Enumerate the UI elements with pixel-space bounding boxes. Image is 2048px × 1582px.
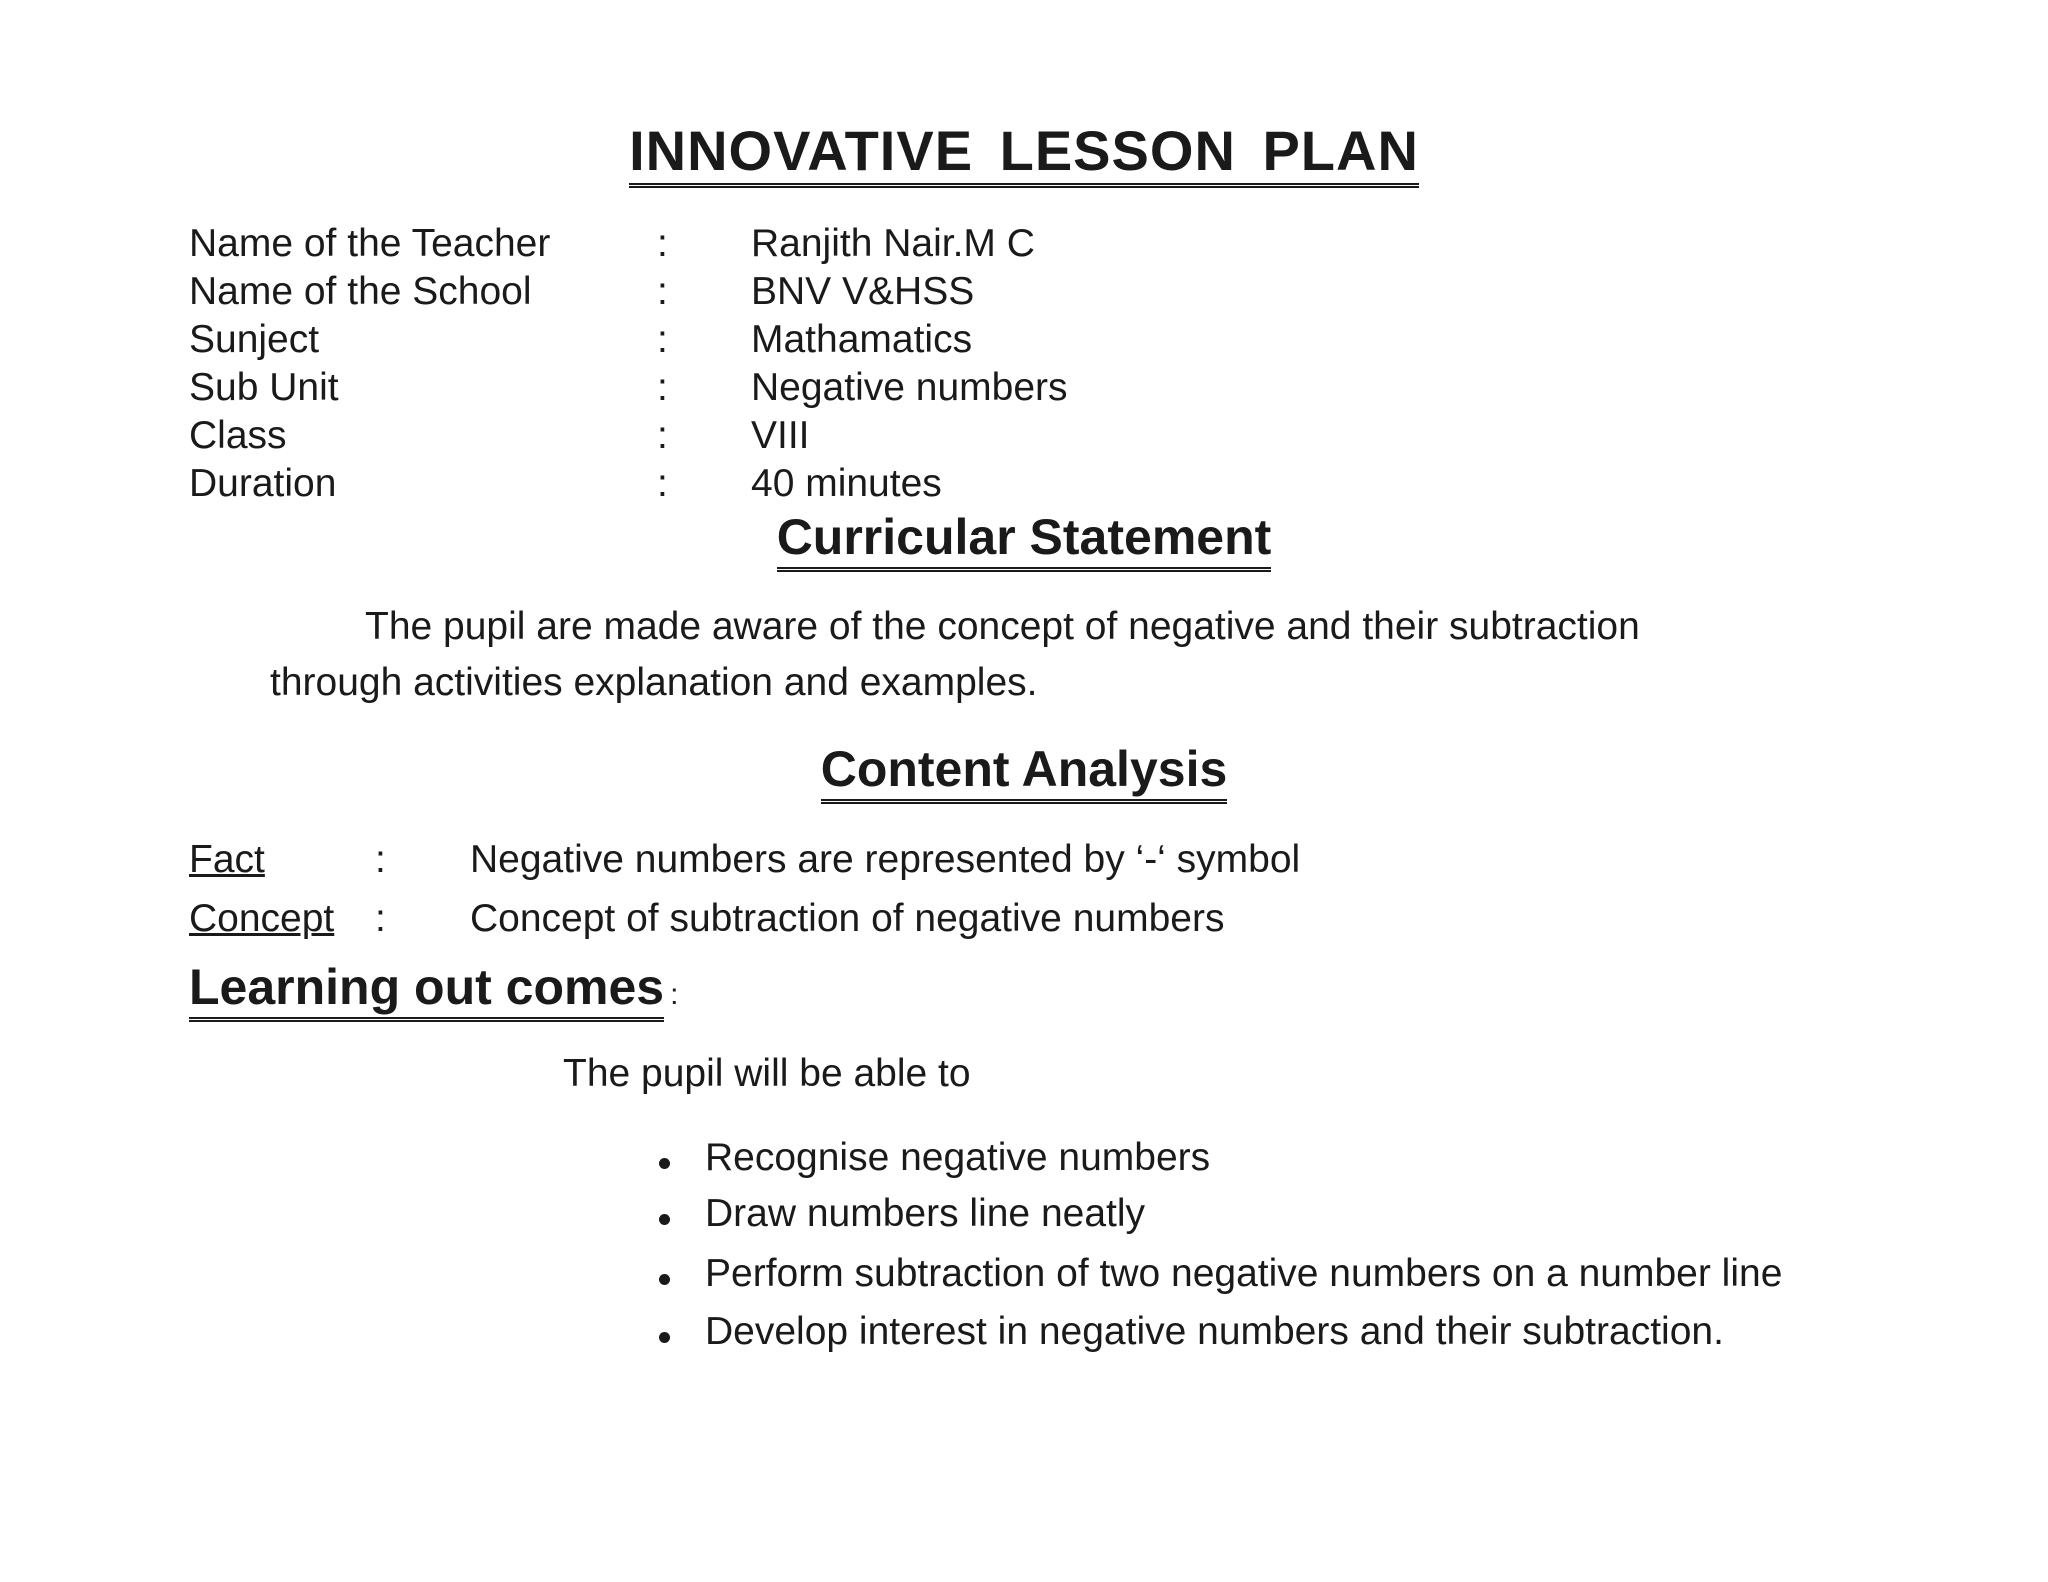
fact-colon: : <box>375 838 386 881</box>
list-item: Recognise negative numbers <box>659 1136 1782 1192</box>
info-colon: : <box>657 414 668 457</box>
info-label: Name of the School <box>189 270 532 313</box>
learning-outcomes-heading-text: Learning out comes <box>189 959 664 1022</box>
info-colon: : <box>657 462 668 505</box>
info-row-class <box>189 412 1289 460</box>
info-row-subunit <box>189 364 1289 412</box>
info-colon: : <box>657 366 668 409</box>
content-analysis-heading-text: Content Analysis <box>821 741 1228 804</box>
curricular-line-2: through activities explanation and examples. <box>270 661 1038 704</box>
info-value: BNV V&HSS <box>751 270 975 313</box>
list-item: Develop interest in negative numbers and their subtraction. <box>659 1310 1782 1366</box>
list-item: Draw numbers line neatly <box>659 1192 1782 1252</box>
info-label: Sub Unit <box>189 366 339 409</box>
fact-label: Fact <box>189 838 265 881</box>
info-row-duration <box>189 460 1289 508</box>
info-value: Mathamatics <box>751 318 973 361</box>
concept-row <box>189 897 1689 941</box>
curricular-line-1: The pupil are made aware of the concept of negative and their subtraction <box>365 605 1640 648</box>
info-colon: : <box>657 270 668 313</box>
fact-text: Negative numbers are represented by ‘-‘ symbol <box>470 838 1301 881</box>
learning-outcomes-list <box>659 1136 1782 1366</box>
info-value: Negative numbers <box>751 366 1068 409</box>
info-colon: : <box>657 318 668 361</box>
curricular-heading-text: Curricular Statement <box>777 509 1272 572</box>
curricular-heading <box>0 508 2048 566</box>
list-item: Perform subtraction of two negative numbers on a number line <box>659 1252 1782 1310</box>
info-row-subject <box>189 316 1289 364</box>
lesson-info-table <box>189 220 1289 508</box>
info-value: 40 minutes <box>751 462 942 505</box>
info-colon: : <box>657 222 668 265</box>
page-title-text: INNOVATIVE LESSON PLAN <box>629 119 1419 188</box>
info-value: VIII <box>751 414 810 457</box>
info-label: Class <box>189 414 287 457</box>
fact-row <box>189 838 1689 882</box>
concept-colon: : <box>375 897 386 940</box>
content-analysis-heading <box>0 740 2048 798</box>
info-row-school <box>189 268 1289 316</box>
learning-outcomes-heading <box>189 958 678 1016</box>
concept-text: Concept of subtraction of negative numbers <box>470 897 1225 940</box>
info-label: Sunject <box>189 318 320 361</box>
info-label: Duration <box>189 462 337 505</box>
learning-outcomes-colon: : <box>670 978 679 1011</box>
info-value: Ranjith Nair.M C <box>751 222 1035 265</box>
learning-intro: The pupil will be able to <box>563 1052 971 1095</box>
concept-label: Concept <box>189 897 335 940</box>
page-title <box>0 118 2048 183</box>
info-row-teacher <box>189 220 1289 268</box>
info-label: Name of the Teacher <box>189 222 551 265</box>
